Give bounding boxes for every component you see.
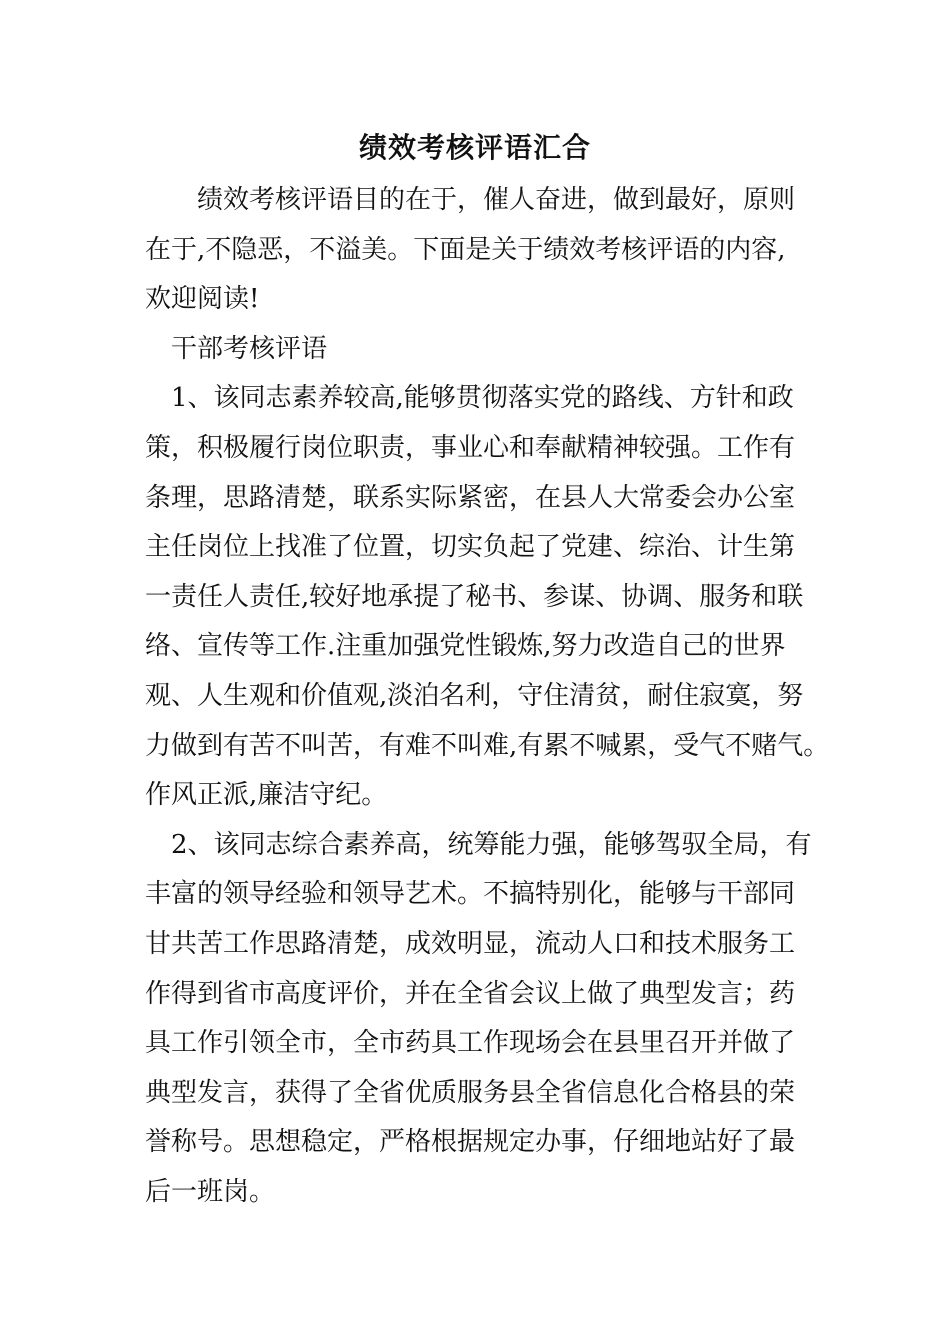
text-line: 作风正派,廉洁守纪。 xyxy=(145,780,388,811)
text-line: 绩效考核评语目的在于，催人奋进，做到最好，原则 xyxy=(197,185,796,215)
text-line: 条理，思路清楚，联系实际紧密，在县人大常委会办公室 xyxy=(145,482,796,513)
text-line: 甘共苦工作思路清楚，成效明显，流动人口和技术服务工 xyxy=(145,928,796,959)
text-line: 典型发言，获得了全省优质服务县全省信息化合格县的荣 xyxy=(145,1077,796,1108)
text-line: 丰富的领导经验和领导艺术。不搞特别化，能够与干部同 xyxy=(145,879,796,910)
document-body xyxy=(145,176,830,1217)
text-line: 络、宣传等工作.注重加强党性锻炼,努力改造自己的世界 xyxy=(145,631,786,662)
text-line: 主任岗位上找准了位置，切实负起了党建、综治、计生第 xyxy=(145,532,796,563)
text-line: 誉称号。思想稳定，严格根据规定办事，仔细地站好了最 xyxy=(145,1127,796,1158)
text-line: 1、该同志素养较高,能够贯彻落实党的路线、方针和政 xyxy=(171,383,794,414)
text-line: 观、人生观和价值观,淡泊名利，守住清贫，耐住寂寞，努 xyxy=(145,680,804,711)
text-line: 后一班岗。 xyxy=(145,1176,276,1207)
section-heading: 干部考核评语 xyxy=(171,333,328,364)
text-line: 欢迎阅读! xyxy=(145,284,260,315)
text-line: 作得到省市高度评价，并在全省会议上做了典型发言；药 xyxy=(145,978,796,1009)
text-line: 具工作引领全市，全市药具工作现场会在县里召开并做了 xyxy=(145,1028,796,1059)
text-line: 策，积极履行岗位职责，事业心和奉献精神较强。工作有 xyxy=(145,432,796,463)
text-line: 在于,不隐恶，不溢美。下面是关于绩效考核评语的内容, xyxy=(145,234,786,265)
text-line: 力做到有苦不叫苦，有难不叫难,有累不喊累，受气不赌气。 xyxy=(145,730,830,761)
document-title: 绩效考核评语汇合 xyxy=(358,131,591,164)
text-line: 一责任人责任,较好地承提了秘书、参谋、协调、服务和联 xyxy=(145,581,804,612)
text-line: 2、该同志综合素养高，统筹能力强，能够驾驭全局，有 xyxy=(171,829,812,860)
